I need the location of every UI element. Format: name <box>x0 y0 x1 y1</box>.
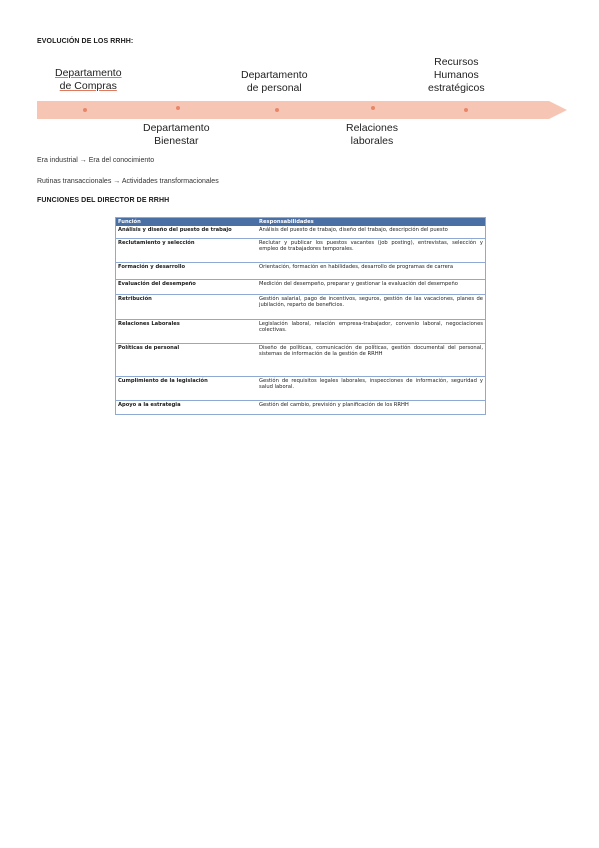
timeline-label-line: de personal <box>246 82 302 94</box>
timeline-label-relaciones <box>346 122 398 148</box>
cell-funcion: Políticas de personal <box>116 343 258 376</box>
cell-funcion: Relaciones Laborales <box>116 319 258 343</box>
timeline-label-line: Departamento <box>55 67 122 79</box>
timeline-label-line: Recursos <box>434 56 479 68</box>
timeline-label-line: Relaciones <box>346 122 398 134</box>
timeline-label-line: Departamento <box>143 122 210 134</box>
cell-funcion: Análisis y diseño del puesto de trabajo <box>116 226 258 238</box>
timeline-label-line: laborales <box>350 135 394 147</box>
cell-responsabilidades: Gestión del cambio, previsión y planificación de los RRHH <box>257 400 486 414</box>
cell-funcion: Formación y desarrollo <box>116 262 258 279</box>
timeline-arrow <box>37 98 567 122</box>
table-row <box>116 319 486 343</box>
timeline-dot <box>371 106 375 110</box>
routines-note: Rutinas transaccionales → Actividades transformacionales <box>37 178 219 185</box>
timeline-dot <box>176 106 180 110</box>
timeline-label-bienestar <box>143 122 210 148</box>
cell-funcion: Cumplimiento de la legislación <box>116 376 258 400</box>
cell-funcion: Apoyo a la estrategia <box>116 400 258 414</box>
table-row <box>116 238 486 262</box>
timeline-label-line: estratégicos <box>428 82 485 94</box>
cell-funcion: Evaluación del desempeño <box>116 279 258 294</box>
table-header-row <box>116 218 486 227</box>
functions-title: FUNCIONES DEL DIRECTOR DE RRHH <box>37 197 170 204</box>
timeline-label-line: Bienestar <box>154 135 199 147</box>
cell-responsabilidades: Análisis del puesto de trabajo, diseño del trabajo, descripción del puesto <box>257 226 486 238</box>
cell-responsabilidades: Diseño de políticas, comunicación de políticas, gestión documental del personal, sistemas de información de la gestión de RRHH <box>257 343 486 376</box>
cell-responsabilidades: Medición del desempeño, preparar y gestionar la evaluación del desempeño <box>257 279 486 294</box>
cell-responsabilidades: Reclutar y publicar los puestos vacantes (job posting), entrevistas, selección y empleo de trabajadores temporales. <box>257 238 486 262</box>
cell-responsabilidades: Legislación laboral, relación empresa-trabajador, convenio laboral, negociaciones colectivas. <box>257 319 486 343</box>
cell-funcion: Retribución <box>116 294 258 319</box>
cell-responsabilidades: Orientación, formación en habilidades, desarrollo de programas de carrera <box>257 262 486 279</box>
functions-table <box>115 217 486 415</box>
table-row <box>116 262 486 279</box>
timeline-label-line: Departamento <box>241 69 308 81</box>
evolution-title: EVOLUCIÓN DE LOS RRHH: <box>37 38 134 45</box>
table-row <box>116 294 486 319</box>
cell-responsabilidades: Gestión de requisitos legales laborales, inspecciones de información, seguridad y salud laboral. <box>257 376 486 400</box>
timeline-dot <box>83 108 87 112</box>
cell-responsabilidades: Gestión salarial, pago de incentivos, seguros, gestión de las vacaciones, planes de jubilación, reparto de beneficios. <box>257 294 486 319</box>
table-row <box>116 279 486 294</box>
timeline-dot <box>464 108 468 112</box>
timeline-label-compras <box>55 67 122 93</box>
cell-funcion: Reclutamiento y selección <box>116 238 258 262</box>
timeline-label-rrhh-estrategicos <box>428 56 485 95</box>
table-row <box>116 226 486 238</box>
timeline-arrow-shape <box>37 101 567 119</box>
timeline-label-line: de Compras <box>59 80 117 92</box>
timeline-dot <box>275 108 279 112</box>
era-note: Era industrial → Era del conocimiento <box>37 157 155 164</box>
table-row <box>116 343 486 376</box>
header-funcion: Función <box>116 218 258 227</box>
timeline-label-personal <box>241 69 308 95</box>
table-row <box>116 400 486 414</box>
table-row <box>116 376 486 400</box>
header-responsabilidades: Responsabilidades <box>257 218 486 227</box>
timeline-label-line: Humanos <box>433 69 479 81</box>
